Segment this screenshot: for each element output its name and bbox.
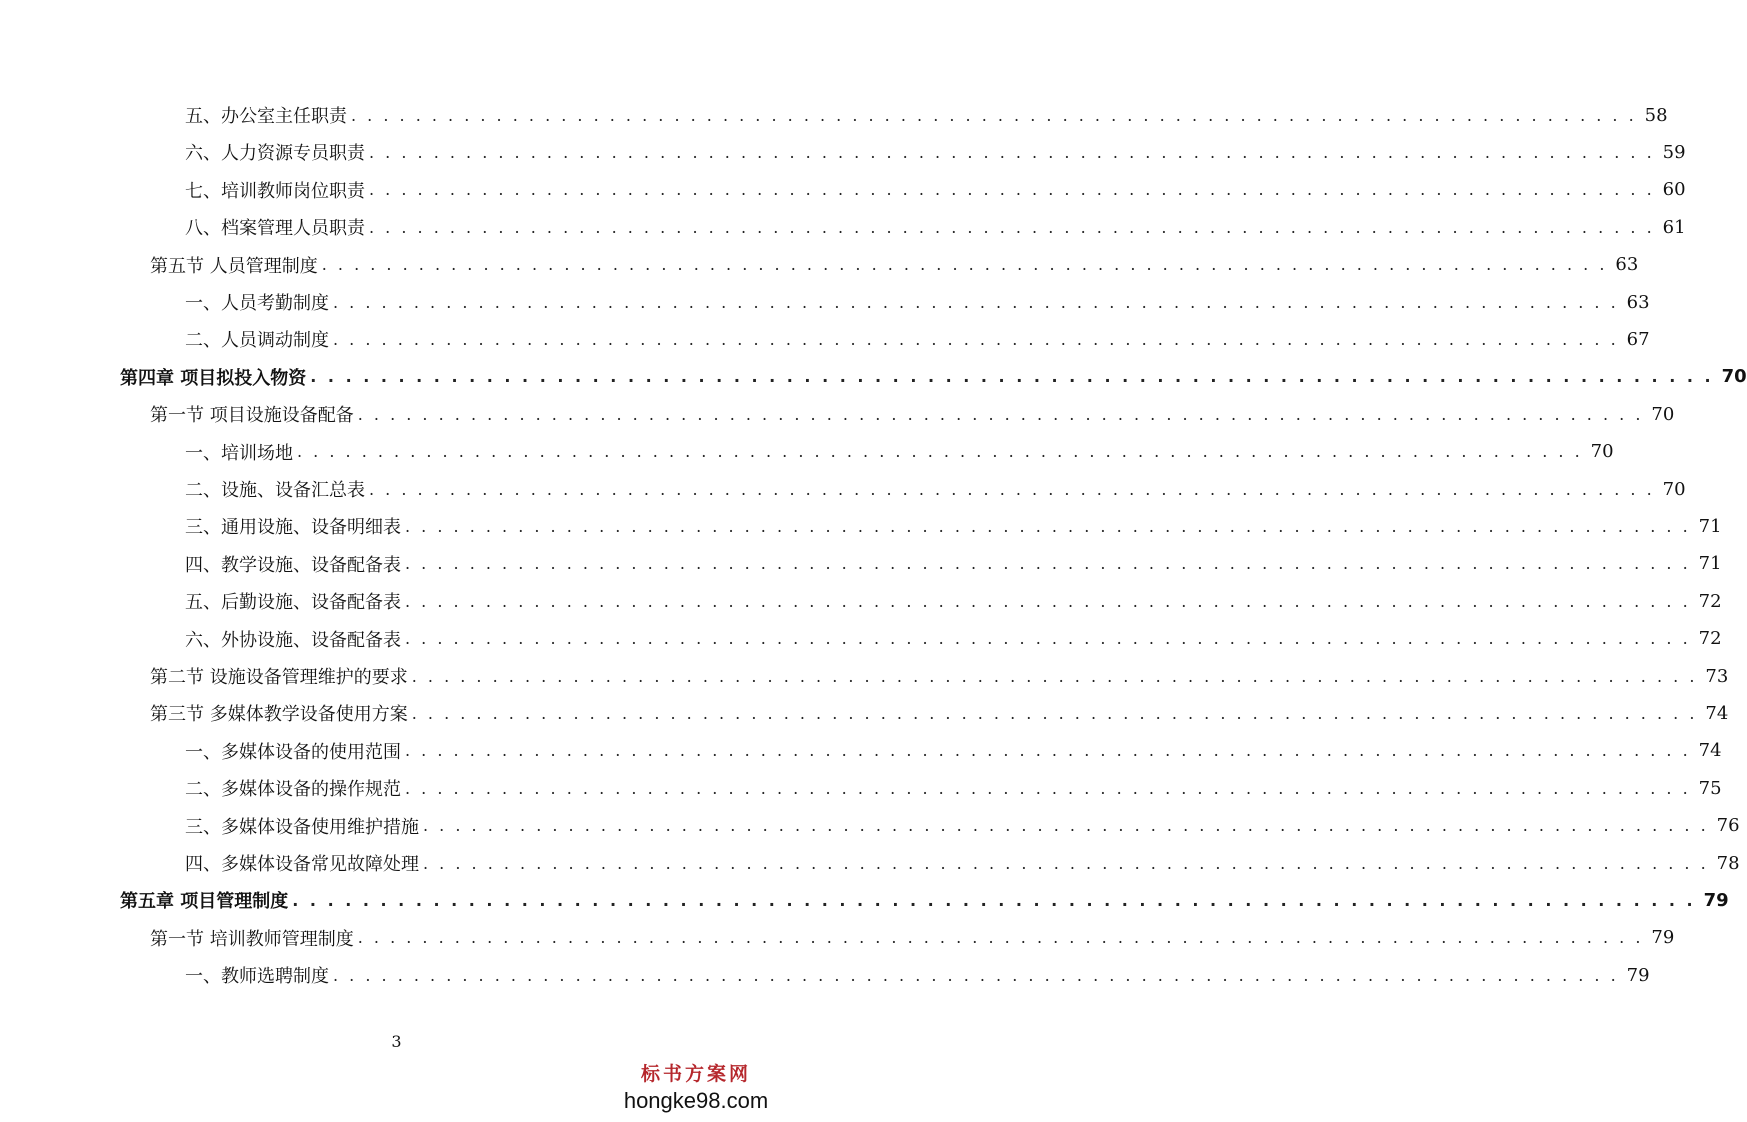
toc-entry-label: 第一节 项目设施设备配备 <box>150 405 354 427</box>
toc-entry-label: 一、人员考勤制度 <box>185 293 329 314</box>
toc-entry-page: 74 <box>1698 740 1722 762</box>
toc-leader-dots: . . . . . . . . . . . . . . . . . . . . . . . . . . . . . . . . . . . . . . . . . . . . . . . . . . . . . . . . . . . . . . . . . . . . . . . . . . . . . . . . <box>292 890 1696 910</box>
toc-entry-label: 一、多媒体设备的使用范围 <box>185 741 401 763</box>
toc-entry-label: 第四章 项目拟投入物资 <box>120 367 307 389</box>
toc-entry-page: 79 <box>1703 889 1729 911</box>
toc-entry-page: 72 <box>1698 628 1722 650</box>
toc-leader-dots: . . . . . . . . . . . . . . . . . . . . . . . . . . . . . . . . . . . . . . . . . . . . . . . . . . . . . . . . . . . . . . . . . . . . . . . . . . . . . . . . <box>405 629 1691 649</box>
toc-leader-dots: . . . . . . . . . . . . . . . . . . . . . . . . . . . . . . . . . . . . . . . . . . . . . . . . . . . . . . . . . . . . . . . . . . . . . . . . . . . . . . . . <box>405 591 1691 611</box>
toc-leader-dots: . . . . . . . . . . . . . . . . . . . . . . . . . . . . . . . . . . . . . . . . . . . . . . . . . . . . . . . . . . . . . . . . . . . . . . . . . . . . . . . . <box>423 816 1709 836</box>
toc-entry-label: 第一节 培训教师管理制度 <box>150 928 354 950</box>
toc-entry-page: 73 <box>1705 665 1729 687</box>
toc-leader-dots: . . . . . . . . . . . . . . . . . . . . . . . . . . . . . . . . . . . . . . . . . . . . . . . . . . . . . . . . . . . . . . . . . . . . . . . . . . . . . . . . <box>297 442 1583 462</box>
toc-entry-label: 七、培训教师岗位职责 <box>185 180 365 202</box>
toc-entry-page: 67 <box>1626 328 1650 350</box>
toc-leader-dots: . . . . . . . . . . . . . . . . . . . . . . . . . . . . . . . . . . . . . . . . . . . . . . . . . . . . . . . . . . . . . . . . . . . . . . . . . . . . . . . . <box>321 255 1608 275</box>
toc-leader-dots: . . . . . . . . . . . . . . . . . . . . . . . . . . . . . . . . . . . . . . . . . . . . . . . . . . . . . . . . . . . . . . . . . . . . . . . . . . . . . . . . <box>333 329 1619 349</box>
toc-leader-dots: . . . . . . . . . . . . . . . . . . . . . . . . . . . . . . . . . . . . . . . . . . . . . . . . . . . . . . . . . . . . . . . . . . . . . . . . . . . . . . . . <box>333 292 1619 312</box>
toc-leader-dots: . . . . . . . . . . . . . . . . . . . . . . . . . . . . . . . . . . . . . . . . . . . . . . . . . . . . . . . . . . . . . . . . . . . . . . . . . . . . . . . . <box>405 516 1691 536</box>
toc-entry[interactable] <box>185 960 1650 990</box>
toc-entry[interactable] <box>120 885 1729 915</box>
toc-entry-label: 一、培训场地 <box>185 442 293 464</box>
toc-entry-page: 75 <box>1698 777 1722 799</box>
toc-entry-page: 59 <box>1662 141 1686 163</box>
toc-entry-page: 71 <box>1698 553 1722 575</box>
toc-leader-dots: . . . . . . . . . . . . . . . . . . . . . . . . . . . . . . . . . . . . . . . . . . . . . . . . . . . . . . . . . . . . . . . . . . . . . . . . . . . . . . . . <box>310 367 1714 387</box>
toc-leader-dots: . . . . . . . . . . . . . . . . . . . . . . . . . . . . . . . . . . . . . . . . . . . . . . . . . . . . . . . . . . . . . . . . . . . . . . . . . . . . . . . . <box>369 142 1655 162</box>
toc-entry-label: 五、后勤设施、设备配备表 <box>185 592 401 614</box>
toc-entry-page: 60 <box>1662 179 1686 201</box>
toc-entry[interactable] <box>185 736 1722 766</box>
toc-entry-label: 二、设施、设备汇总表 <box>185 480 365 501</box>
page-number: 3 <box>391 1032 402 1051</box>
toc-entry[interactable] <box>185 474 1686 504</box>
toc-entry-page: 70 <box>1662 478 1686 500</box>
toc-leader-dots: . . . . . . . . . . . . . . . . . . . . . . . . . . . . . . . . . . . . . . . . . . . . . . . . . . . . . . . . . . . . . . . . . . . . . . . . . . . . . . . . <box>405 554 1691 574</box>
toc-entry-label: 四、教学设施、设备配备表 <box>185 554 401 576</box>
toc-leader-dots: . . . . . . . . . . . . . . . . . . . . . . . . . . . . . . . . . . . . . . . . . . . . . . . . . . . . . . . . . . . . . . . . . . . . . . . . . . . . . . . . <box>411 666 1698 686</box>
toc-leader-dots: . . . . . . . . . . . . . . . . . . . . . . . . . . . . . . . . . . . . . . . . . . . . . . . . . . . . . . . . . . . . . . . . . . . . . . . . . . . . . . . . <box>369 479 1655 499</box>
toc-entry-page: 72 <box>1698 590 1722 612</box>
toc-entry[interactable] <box>185 811 1740 841</box>
toc-entry[interactable] <box>185 511 1722 541</box>
toc-leader-dots: . . . . . . . . . . . . . . . . . . . . . . . . . . . . . . . . . . . . . . . . . . . . . . . . . . . . . . . . . . . . . . . . . . . . . . . . . . . . . . . . <box>411 703 1698 723</box>
toc-entry[interactable] <box>185 137 1686 167</box>
toc-entry-label: 五、办公室主任职责 <box>185 106 347 127</box>
toc-entry-label: 第二节 设施设备管理维护的要求 <box>150 667 408 688</box>
toc-entry-page: 58 <box>1644 104 1668 126</box>
toc-leader-dots: . . . . . . . . . . . . . . . . . . . . . . . . . . . . . . . . . . . . . . . . . . . . . . . . . . . . . . . . . . . . . . . . . . . . . . . . . . . . . . . . <box>405 741 1691 761</box>
toc-entry-label: 三、多媒体设备使用维护措施 <box>185 816 419 838</box>
toc-leader-dots: . . . . . . . . . . . . . . . . . . . . . . . . . . . . . . . . . . . . . . . . . . . . . . . . . . . . . . . . . . . . . . . . . . . . . . . . . . . . . . . . <box>333 965 1619 985</box>
toc-entry-page: 74 <box>1705 702 1729 724</box>
toc-entry[interactable] <box>150 250 1639 280</box>
toc-entry[interactable] <box>120 362 1747 392</box>
toc-leader-dots: . . . . . . . . . . . . . . . . . . . . . . . . . . . . . . . . . . . . . . . . . . . . . . . . . . . . . . . . . . . . . . . . . . . . . . . . . . . . . . . . <box>351 105 1637 125</box>
watermark-url: hongke98.com <box>623 1088 769 1113</box>
toc-entry-label: 三、通用设施、设备明细表 <box>185 517 401 539</box>
toc-entry[interactable] <box>185 212 1686 242</box>
toc-entry-label: 八、档案管理人员职责 <box>185 218 365 240</box>
toc-entry-label: 六、人力资源专员职责 <box>185 143 365 165</box>
toc-entry-label: 四、多媒体设备常见故障处理 <box>185 854 419 875</box>
toc-entry-page: 70 <box>1651 403 1675 425</box>
watermark-brand: 标书方案网 <box>640 1064 751 1085</box>
toc-entry[interactable] <box>185 624 1722 654</box>
toc-entry[interactable] <box>150 698 1729 728</box>
toc-leader-dots: . . . . . . . . . . . . . . . . . . . . . . . . . . . . . . . . . . . . . . . . . . . . . . . . . . . . . . . . . . . . . . . . . . . . . . . . . . . . . . . . <box>357 928 1644 948</box>
toc-entry-page: 70 <box>1721 366 1747 388</box>
toc-entry[interactable] <box>185 586 1722 616</box>
toc-entry-label: 第三节 多媒体教学设备使用方案 <box>150 704 408 726</box>
toc-entry-page: 78 <box>1716 852 1740 874</box>
toc-entry-page: 79 <box>1626 964 1650 986</box>
toc-entry-page: 63 <box>1626 291 1650 313</box>
toc-entry-page: 79 <box>1651 927 1675 949</box>
toc-entry[interactable] <box>185 100 1668 130</box>
toc-entry-label: 一、教师选聘制度 <box>185 966 329 988</box>
toc-entry[interactable] <box>185 324 1650 354</box>
toc-entry[interactable] <box>185 848 1740 878</box>
toc-entry-label: 六、外协设施、设备配备表 <box>185 629 401 651</box>
toc-entry-page: 71 <box>1698 515 1722 537</box>
toc-entry-label: 第五节 人员管理制度 <box>150 255 318 277</box>
toc-leader-dots: . . . . . . . . . . . . . . . . . . . . . . . . . . . . . . . . . . . . . . . . . . . . . . . . . . . . . . . . . . . . . . . . . . . . . . . . . . . . . . . . <box>405 778 1691 798</box>
toc-entry-label: 二、多媒体设备的操作规范 <box>185 779 401 801</box>
toc-entry-label: 二、人员调动制度 <box>185 330 329 352</box>
toc-leader-dots: . . . . . . . . . . . . . . . . . . . . . . . . . . . . . . . . . . . . . . . . . . . . . . . . . . . . . . . . . . . . . . . . . . . . . . . . . . . . . . . . <box>369 180 1655 200</box>
toc-leader-dots: . . . . . . . . . . . . . . . . . . . . . . . . . . . . . . . . . . . . . . . . . . . . . . . . . . . . . . . . . . . . . . . . . . . . . . . . . . . . . . . . <box>357 404 1644 424</box>
toc-entry-page: 61 <box>1662 216 1686 238</box>
toc-entry-page: 63 <box>1615 254 1639 276</box>
toc-entry[interactable] <box>150 661 1729 691</box>
toc-entry-page: 70 <box>1590 441 1614 463</box>
toc-entry[interactable] <box>185 175 1686 205</box>
toc-entry[interactable] <box>150 923 1675 953</box>
site-watermark <box>611 1059 781 1114</box>
toc-entry-page: 76 <box>1716 815 1740 837</box>
toc-entry[interactable] <box>185 549 1722 579</box>
toc-entry[interactable] <box>150 399 1675 429</box>
toc-entry[interactable] <box>185 287 1650 317</box>
toc-leader-dots: . . . . . . . . . . . . . . . . . . . . . . . . . . . . . . . . . . . . . . . . . . . . . . . . . . . . . . . . . . . . . . . . . . . . . . . . . . . . . . . . <box>369 217 1655 237</box>
toc-entry-label: 第五章 项目管理制度 <box>120 891 289 913</box>
toc-entry[interactable] <box>185 437 1614 467</box>
toc-leader-dots: . . . . . . . . . . . . . . . . . . . . . . . . . . . . . . . . . . . . . . . . . . . . . . . . . . . . . . . . . . . . . . . . . . . . . . . . . . . . . . . . <box>423 853 1709 873</box>
toc-entry[interactable] <box>185 773 1722 803</box>
